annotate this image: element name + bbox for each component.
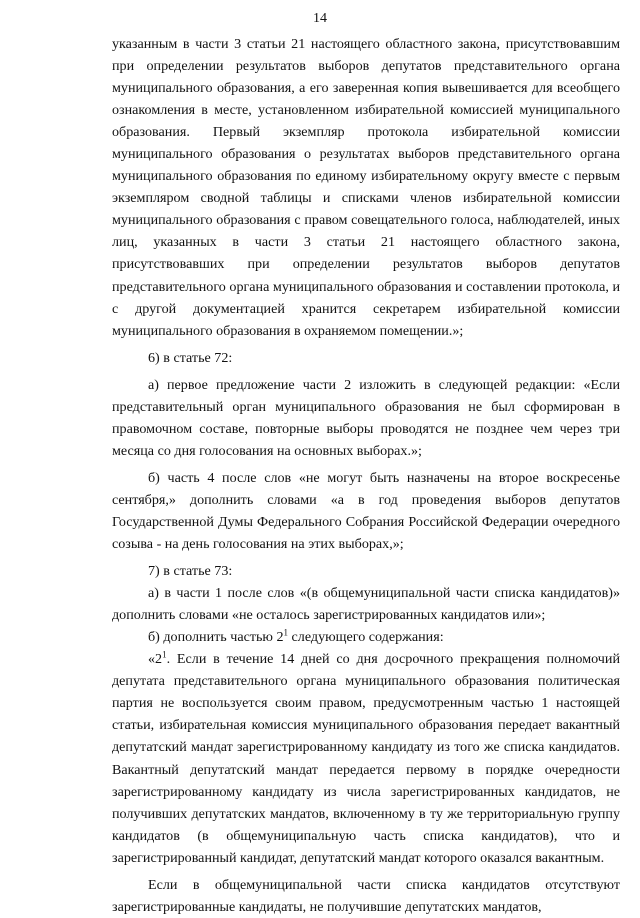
item-6a: а) первое предложение части 2 изложить в следующей редакции: «Если представительный орган муниципального образования не был сформирован в правомочном составе, повторные выборы проводятся не позднее чем через три месяца со дня голосования на основных выборах.»; — [112, 376, 620, 459]
item-7a: а) в части 1 после слов «(в общемуниципальной части списка кандидатов)» дополнить словами «не осталось зарегистрированных кандидатов или»; — [112, 585, 620, 624]
item-6b: б) часть 4 после слов «не могут быть назначены на второе воскресенье сентября,» дополнить словами «а в год проведения выборов депутатов Государственной Думы Федерального Собрания Российской Федерации очередного созыва - на день голосования на этих выборах,»; — [112, 469, 620, 553]
item-7b-superscript: 1 — [283, 627, 289, 638]
item-7b-suffix: следующего содержания: — [288, 629, 444, 646]
item-7b — [112, 626, 620, 648]
item-7-article-73: 7) в статье 73: — [148, 563, 233, 580]
new-part-superscript: 1 — [162, 649, 167, 660]
new-part-2-1 — [112, 648, 620, 868]
item-6-article-72: 6) в статье 72: — [148, 349, 233, 366]
last-paragraph: Если в общемуниципальной части списка кандидатов отсутствуют зарегистрированные кандидаты, не получившие депутатских мандатов, — [112, 876, 620, 915]
document-body — [112, 33, 620, 918]
item-7b-prefix: б) дополнить частью 2 — [148, 629, 284, 646]
paragraph-continuation: указанным в части 3 статьи 21 настоящего областного закона, присутствовавшим при определении результатов выборов депутатов представительного органа муниципального образования, а его заверенная копия вывешивается для всеобщего ознакомления в месте, установленном избирательной комиссией муниципального образования. Первый экземпляр протокола избирательной комиссии муниципального образования о результатах выборов представительного органа муниципального образования по единому избирательному округу вместе с первым экземпляром сводной таблицы и списками членов избирательной комиссии муниципального образования с правом совещательного голоса, наблюдателей, иных лиц, указанных в части 3 статьи 21 настоящего областного закона, присутствовавших при определении результатов выборов депутатов представительного органа муниципального образования и составлении протокола, и с другой документацией хранится секретарем избирательной комиссии муниципального образования в охраняемом помещении.»; — [112, 36, 620, 339]
new-part-prefix: «2 — [148, 651, 163, 668]
page-number: 14 — [313, 11, 327, 26]
new-part-text: . Если в течение 14 дней со дня досрочного прекращения полномочий депутата представительного органа муниципального образования политическая партия не воспользуется своим правом, предусмотренным частью 1 настоящей статьи, избирательная комиссия муниципального образования передает вакантный депутатский мандат зарегистрированному кандидату из того же списка кандидатов. Вакантный депутатский мандат передается первому в порядке очередности зарегистрированному кандидату из числа зарегистрированных кандидатов, не получивших депутатских мандатов, включенному в ту же территориальную группу кандидатов (в общемуниципальную часть списка кандидатов), что и зарегистрированный кандидат, депутатский мандат которого оказался вакантным. — [112, 651, 620, 866]
